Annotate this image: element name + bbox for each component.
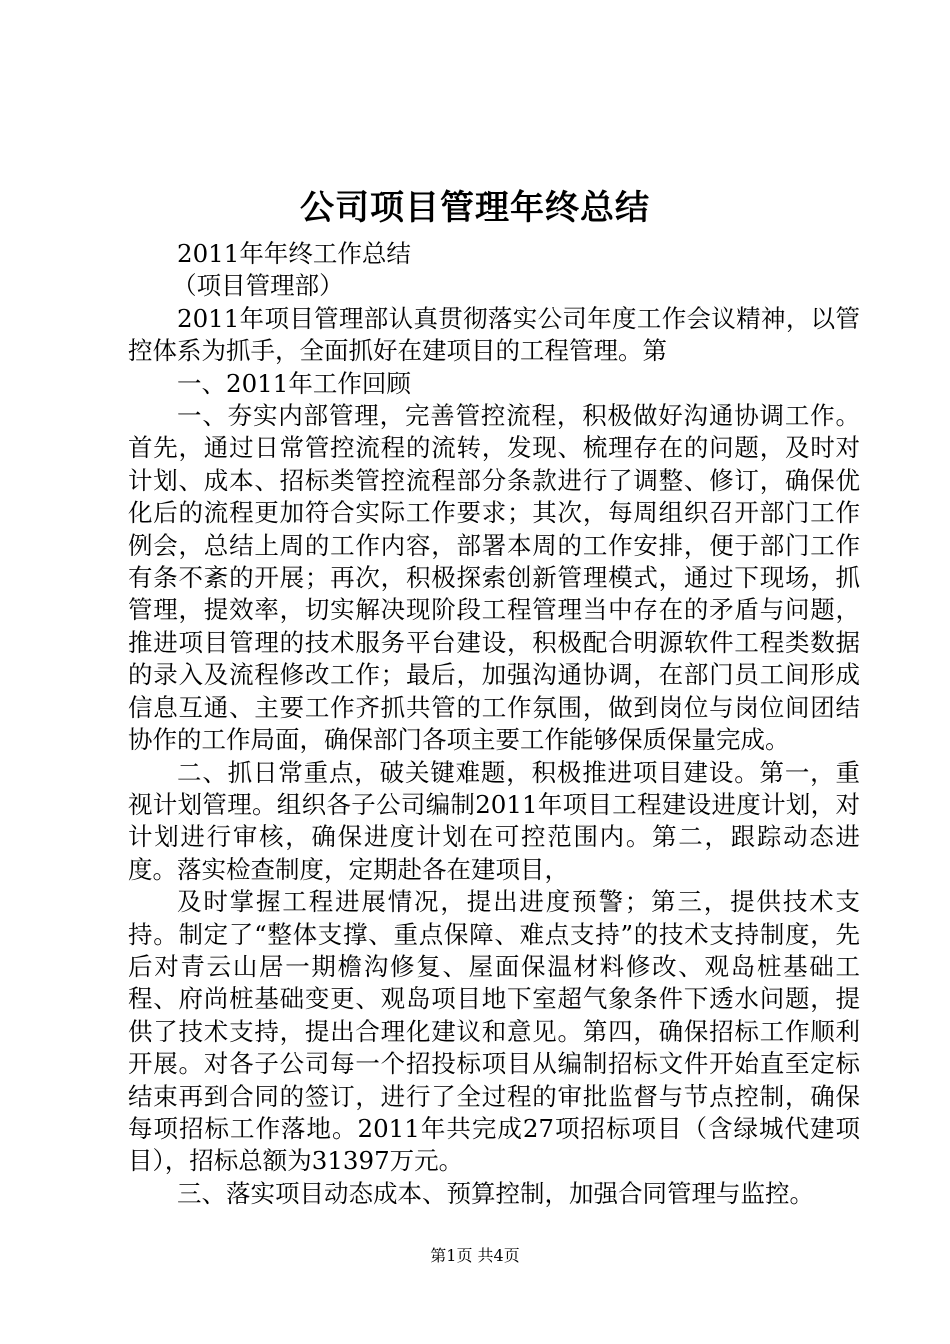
page-number-footer: 第1页 共4页 xyxy=(430,1246,520,1265)
document-title: 公司项目管理年终总结 xyxy=(300,188,650,228)
paragraph-section-heading: 一、2011年工作回顾 xyxy=(177,368,411,398)
document-body xyxy=(128,238,860,1210)
paragraph-section-1: 一、夯实内部管理，完善管控流程，积极做好沟通协调工作。首先，通过日常管控流程的流转，发现、梳理存在的问题，及时对计划、成本、招标类管控流程部分条款进行了调整、修订，确保优化后的流程更加符合实际工作要求；其次，每周组织召开部门工作例会，总结上周的工作内容，部署本周的工作安排，便于部门工作有条不紊的开展；再次，积极探索创新管理模式，通过下现场，抓管理，提效率，切实解决现阶段工程管理当中存在的矛盾与问题，推进项目管理的技术服务平台建设，积极配合明源软件工程类数据的录入及流程修改工作；最后，加强沟通协调，在部门员工间形成信息互通、主要工作齐抓共管的工作氛围，做到岗位与岗位间团结协作的工作局面，确保部门各项主要工作能够保质保量完成。 xyxy=(128,401,860,755)
paragraph-section-2-cont: 及时掌握工程进展情况，提出进度预警；第三，提供技术支持。制定了“整体支撑、重点保障、难点支持”的技术支持制度，先后对青云山居一期檐沟修复、屋面保温材料修改、观岛桩基础工程、府尚桩基础变更、观岛项目地下室超气象条件下透水问题，提供了技术支持，提出合理化建议和意见。第四，确保招标工作顺利开展。对各子公司每一个招投标项目从编制招标文件开始直至定标结束再到合同的签订，进行了全过程的审批监督与节点控制，确保每项招标工作落地。2011年共完成27项招标项目（含绿城代建项目），招标总额为31397万元。 xyxy=(128,887,860,1176)
paragraph-subtitle: 2011年年终工作总结 xyxy=(177,239,411,268)
paragraph-department: （项目管理部） xyxy=(172,271,344,301)
paragraph-intro: 2011年项目管理部认真贯彻落实公司年度工作会议精神，以管控体系为抓手，全面抓好在建项目的工程管理。第 xyxy=(128,303,860,366)
paragraph-section-3: 三、落实项目动态成本、预算控制，加强合同管理与监控。 xyxy=(177,1178,814,1208)
paragraph-section-2: 二、抓日常重点，破关键难题，积极推进项目建设。第一，重视计划管理。组织各子公司编制2011年项目工程建设进度计划，对计划进行审核，确保进度计划在可控范围内。第二，跟踪动态进度。落实检查制度，定期赴各在建项目， xyxy=(128,757,860,884)
